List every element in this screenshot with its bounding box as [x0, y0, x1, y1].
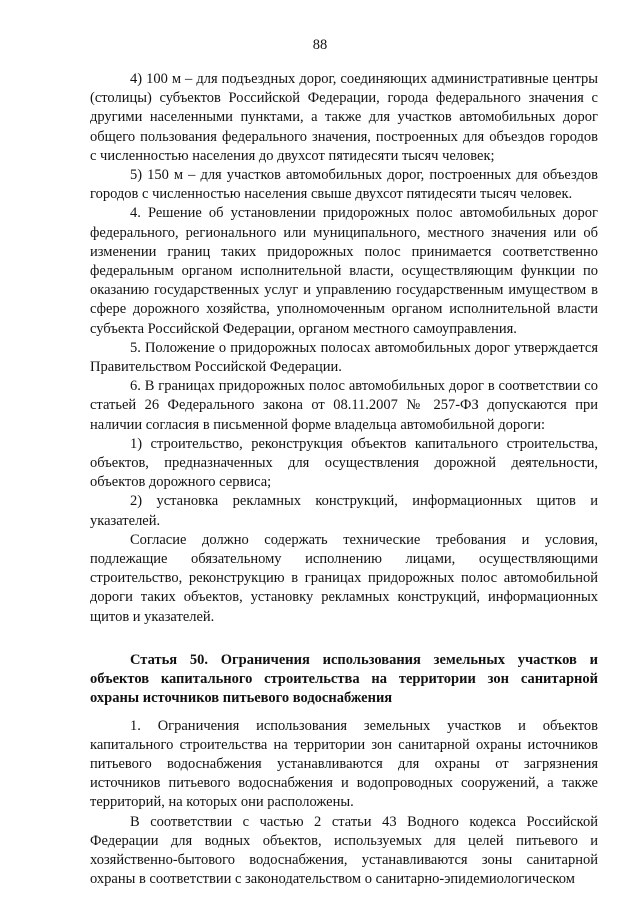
paragraph-item-4-roads-100m: 4) 100 м – для подъездных дорог, соединяющих административные центры (столицы) субъектов Российской Федерации, города федерального значения с другими населенными пунктами, а также для участков автомобильных дорог общего пользования федерального значения, построенных для объездов городов с численностью населения до двухсот пятидесяти тысяч человек;: [90, 71, 598, 164]
paragraph-permitted-item-1: 1) строительство, реконструкция объектов капитального строительства, объектов, предназначенных для осуществления дорожной деятельности, объектов дорожного сервиса;: [90, 435, 598, 491]
paragraph-article-50-water-code: В соответствии с частью 2 статьи 43 Водного кодекса Российской Федерации для водных объектов, используемых для целей питьевого и хозяйственно-бытового водоснабжения, устанавливаются зоны санитарной охраны в соответствии с законодательством о санитарно-эпидемиологическом: [90, 813, 598, 888]
page-body: [90, 70, 598, 889]
paragraph-item-5-roads-150m: 5) 150 м – для участков автомобильных дорог, построенных для объездов городов с численностью населения свыше двухсот пятидесяти тысяч человек.: [90, 167, 598, 203]
paragraph-permitted-item-2: 2) установка рекламных конструкций, информационных щитов и указателей.: [90, 493, 598, 529]
paragraph-clause-4-decision: 4. Решение об установлении придорожных полос автомобильных дорог федерального, регионального или муниципального, местного значения или об изменении границ таких придорожных полос принимается соответственно федеральным органом исполнительной власти, осуществляющим функции по оказанию государственных услуг и управлению государственным имуществом в сфере дорожного хозяйства, уполномоченным органом исполнительной власти субъекта Российской Федерации, органом местного самоуправления.: [90, 205, 598, 337]
paragraph-consent-requirements: Согласие должно содержать технические требования и условия, подлежащие обязательному исполнению лицами, осуществляющими строительство, реконструкцию в границах придорожных полос автомобильной дороги таких объектов, установку рекламных конструкций, информационных щитов и указателей.: [90, 531, 598, 625]
article-heading: Статья 50. Ограничения использования земельных участков и объектов капитального строительства на территории зон санитарной охраны источников питьевого водоснабжения: [90, 651, 598, 707]
page-number: 88: [312, 37, 328, 53]
paragraph-clause-5-regulation: 5. Положение о придорожных полосах автомобильных дорог утверждается Правительством Российской Федерации.: [90, 339, 598, 376]
paragraph-clause-6-permitted: 6. В границах придорожных полос автомобильных дорог в соответствии со статьей 26 Федерального закона от 08.11.2007 № 257-ФЗ допускаются при наличии согласия в письменной форме владельца автомобильной дороги:: [90, 378, 598, 433]
paragraph-article-50-clause-1: 1. Ограничения использования земельных участков и объектов капитального строительства на территории зон санитарной охраны источников питьевого водоснабжения устанавливаются для охраны от загрязнения источников питьевого водоснабжения и водопроводных сооружений, а также территорий, на которых они расположены.: [90, 717, 598, 811]
